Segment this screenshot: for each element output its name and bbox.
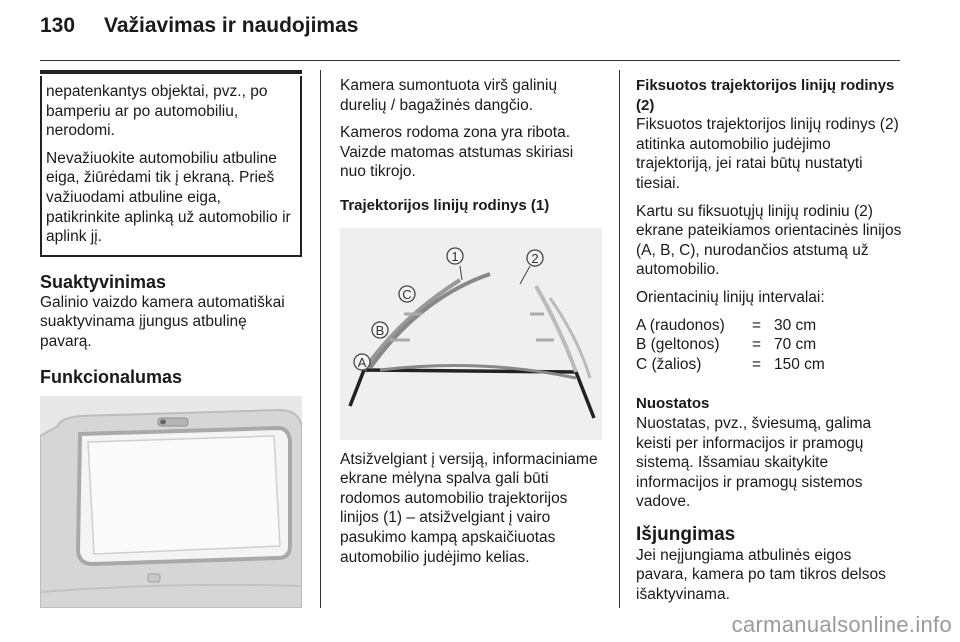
trajectory-lines-diagram [340, 228, 602, 440]
settings-heading: Nuostatos [636, 395, 710, 413]
activation-heading: Suaktyvinimas [40, 271, 167, 292]
column-divider-1 [320, 70, 321, 608]
header-rule [40, 60, 900, 61]
interval-label: C (žalios) [636, 355, 702, 373]
column-2 [340, 76, 602, 575]
table-row [636, 355, 825, 375]
camera-mount-text: Kamera sumontuota virš galinių durelių / bagažinės dangčio. [340, 77, 558, 114]
function-heading: Funkcionalumas [40, 366, 183, 387]
interval-sep: = [752, 355, 762, 373]
activation-text: Galinio vaizdo kamera automatiškai suaktyvinama įjungus atbulinę pavarą. [40, 293, 285, 350]
note-paragraph-1: nepatenkantys objektai, pvz., po bamperiu ar po automobiliu, nerodomi. [46, 83, 268, 140]
camera-zone-text: Kameros rodoma zona yra ribota. Vaizde matomas atstumas skiriasi nuo tikrojo. [340, 124, 574, 181]
callout-1 [447, 248, 463, 264]
fixed-trajectory-subheading: Fiksuotos trajektorijos linijų rodinys (2) [636, 77, 895, 114]
page-number: 130 [40, 14, 76, 37]
callout-2 [527, 250, 543, 266]
column-3 [636, 76, 906, 613]
watermark: carmanualsonline.info [731, 612, 952, 637]
callout-label-2: 2 [531, 250, 539, 266]
fixed-trajectory-text: Fiksuotos trajektorijos linijų rodinys (2) atitinka automobilio judėjimo trajektoriją, jei ratai būtų nustatyti tiesiai. [636, 116, 899, 192]
intervals-intro: Orientacinių linijų intervalai: [636, 288, 825, 306]
table-row [636, 316, 825, 336]
trajectory-subheading: Trajektorijos linijų rodinys (1) [340, 196, 550, 214]
page-title: Važiavimas ir naudojimas [104, 14, 359, 37]
interval-sep: = [752, 336, 762, 354]
column-divider-2 [619, 70, 620, 608]
interval-value: 30 cm [774, 316, 817, 334]
trajectory-description: Atsižvelgiant į versiją, informaciniame ekrane mėlyna spalva gali būti rodomos automobilio trajektorijos linijos (1) – atsižvelgiant į vairo pasukimo kampą apskaičiuotas automobilio judėjimo kelias. [340, 450, 598, 566]
deactivation-heading: Išjungimas [636, 523, 736, 545]
table-row [636, 335, 825, 355]
callout-label-a: A [357, 354, 367, 370]
page-header [40, 14, 358, 38]
callout-label-1: 1 [451, 248, 459, 264]
note-paragraph-2: Nevažiuokite automobiliu atbuline eiga, žiūrėdami tik į ekraną. Prieš važiuodami atbuline eiga, patikrinkite aplinką už automobilio ir aplink jį. [46, 149, 291, 246]
tailgate-camera-figure [40, 396, 302, 608]
callout-b [372, 322, 388, 338]
warning-note [40, 76, 302, 257]
interval-label: A (raudonos) [636, 316, 725, 334]
callout-c [399, 286, 415, 302]
settings-text: Nuostatas, pvz., šviesumą, galima keisti per informacijos ir pramogų sistemą. Išsamiau skaitykite informacijos ir pramogų sistemos vadove. [636, 414, 872, 511]
intervals-table [636, 316, 825, 375]
tailgate-illustration [40, 396, 302, 608]
deactivation-text: Jei neįjungiama atbulinės eigos pavara, kamera po tam tikros delsos išaktyvinama. [636, 546, 886, 604]
interval-sep: = [752, 316, 762, 334]
orientation-lines-text: Kartu su fiksuotųjų linijų rodiniu (2) ekrane pateikiamos orientacinės linijos (A, B, C), nurodančios atstumą už automobilio. [636, 202, 902, 279]
callout-label-b: B [375, 322, 385, 338]
interval-label: B (geltonos) [636, 336, 720, 354]
callout-label-c: C [402, 286, 412, 302]
trajectory-lines-svg [340, 228, 602, 440]
interval-value: 150 cm [774, 355, 825, 373]
interval-value: 70 cm [774, 336, 817, 354]
column-1 [40, 76, 302, 608]
callout-a [354, 354, 370, 370]
